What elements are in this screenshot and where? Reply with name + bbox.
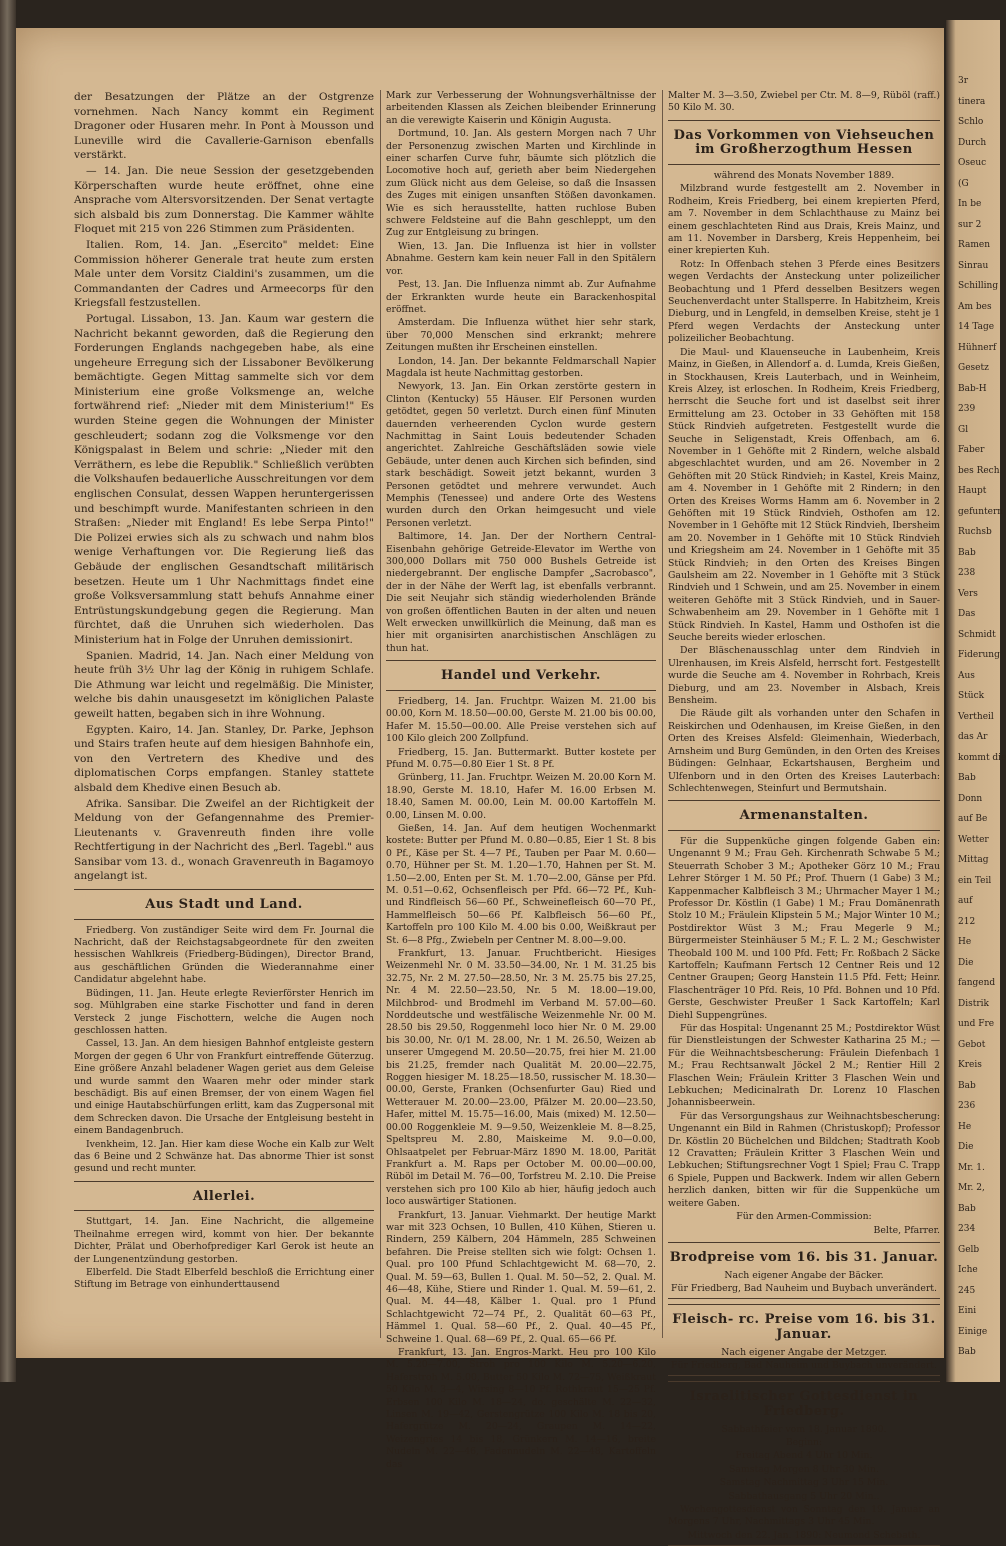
column-rule	[380, 90, 381, 1338]
news-item: London, 14. Jan. Der bekannte Feldmarschall Napier Magdala ist heute Nachmittag gestorben.	[386, 355, 656, 379]
adjacent-page-fragment: Am bes	[958, 301, 992, 312]
adjacent-page-fragment: Das	[958, 609, 976, 619]
market-report: Frankfurt, 13. Januar. Fruchtbericht. Hiesiges Weizenmehl Nr. 0 M. 33.50—34.00, Nr. 1 M. 31.25 bis 32.75, Nr. 2 M. 27.50—28.50, Nr. 3 M. 25.75 bis 27.25, Nr. 4 M. 22.50—23.50, Nr. 5 M. 18.00—19.00, Milchbrod- und Brodmehl im Verband M. 57.00—60. Norddeutsche und westfälische Weizenmehle Nr. 00 M. 28.50 bis 29.50, Roggenmehl loco hier Nr. 0 M. 29.00 bis 30.00, Nr. 0/1 M. 28.00, Nr. 1 M. 26.50, Weizen ab unserer Umgegend M. 20.50—20.75, frei hier M. 21.00 bis 21.25, fremder nach Qualität M. 20.00—22.75, Roggen hiesiger M. 18.25—18.50, russischer M. 18.30—00.00, Gerste, Franken (Ochsenfurter Gau) Ried und Wetterauer M. 20.00—23.00, Pfälzer M. 20.00—23.50, Hafer, mittel M. 15.75—16.00, Mais (mixed) M. 12.50—00.00 Roggenkleie M. 9—9.50, Weizenkleie M. 8—8.25, Speltspreu M. 2.80, Maiskeime M. 9.0—0.00, Ohlsaatpelet per Februar-März 1890 M. 18.00, Parität Frankfurt a. M. Raps per October M. 00.00—00.00, Rüböl im Detail M. 76—00, Torfstreu M. 2.10. Die Preise verstehen sich pro 100 Kilo ab hier, häufig jedoch auch loco auswärtiger Stationen.	[386, 948, 656, 1208]
adjacent-page-fragment: Durch	[958, 137, 987, 148]
section-divider	[386, 660, 656, 691]
column-1	[74, 90, 374, 1358]
adjacent-page-fragment: Mittag	[958, 855, 989, 865]
market-report: Friedberg, 14. Jan. Fruchtpr. Waizen M. 21.00 bis 00.00, Korn M. 18.50—00.00, Gerste M. 21.00 bis 00.00, Hafer M. 15.50—00.00. Alle Preise verstehen sich auf 100 Kilo gleich 200 Zollpfund.	[386, 695, 656, 745]
adjacent-page-fragment: Schmidt	[958, 629, 996, 640]
notice-line: Wochengottesdienst von Sonntag den 19. Januar an Morgens 7 Uhr, Nachmittags 3 Uhr 45 Min.	[668, 1503, 940, 1528]
column-3	[668, 90, 940, 1541]
news-item: Für das Hospital: Ungenannt 25 M.; Postdirektor Wüst für Dienstleistungen der Schwester Katharina 25 M.; — Für die Weihnachtsbescherung: Fräulein Diefenbach 1 M.; Frau Rechtsanwalt Jöckel 2 M.; Rentier Hill 2 Flaschen Wein; Fräulein Kritter 3 Flaschen Wein und Lebkuchen; Medicinalrath Dr. Lorenz 10 Flaschen Johannisbeerwein.	[668, 1023, 940, 1109]
section-heading: Allerlei.	[192, 1188, 256, 1204]
adjacent-page-fragment: 3r	[958, 76, 969, 86]
adjacent-page-fragment: Gesetz	[958, 363, 989, 373]
section-divider	[668, 1304, 940, 1376]
section-heading: Handel und Verkehr.	[441, 668, 601, 684]
adjacent-page-fragment: Bab	[958, 547, 976, 558]
market-report: Frankfurt, 13. Januar. Viehmarkt. Der heutige Markt war mit 323 Ochsen, 10 Bullen, 410 Kühen, Stieren u. Rindern, 259 Kälbern, 204 Hämmeln, 285 Schweinen befahren. Die Preise stellten sich wie folgt: Ochsen 1. Qual. pro 100 Pfund Schlachtgewicht M. 68—70, 2. Qual. M. 59—63, Bullen 1. Qual. M. 50—52, 2. Qual. M. 46—48, Kühe, Stiere und Rinder 1. Qual. M. 59—61, 2. Qual. M. 44—48, Kälber 1. Qual. pro 1 Pfund Schlachtgewicht 72—74 Pf., 2. Qualität 60—63 Pf., Hämmel 1. Qual. 58—60 Pf., 2. Qual. 40—45 Pf., Schweine 1. Qual. 68—69 Pf., 2. Qual. 65—66 Pf.	[386, 1209, 656, 1345]
adjacent-page-fragment: tinera	[958, 96, 986, 107]
adjacent-page-fragment: Bab	[958, 1347, 976, 1357]
adjacent-page-fragment: He	[958, 1121, 972, 1132]
section-divider	[668, 1242, 940, 1299]
adjacent-page-fragment: 236	[958, 1101, 976, 1111]
section-divider	[668, 120, 940, 165]
adjacent-page-fragment: Die	[958, 957, 974, 968]
adjacent-page-fragment: Vers	[958, 588, 978, 599]
adjacent-page-fragment: kommt die	[958, 752, 1006, 763]
section-subheading: während des Monats November 1889.	[713, 170, 895, 181]
signature-name: Belte, Pfarrer.	[873, 1224, 940, 1236]
adjacent-page-fragment: 245	[958, 1285, 976, 1296]
news-item: Friedberg. Von zuständiger Seite wird dem Fr. Journal die Nachricht, daß der Reichstagsabgeordnete für den zweiten hessischen Wahlkreis (Friedberg-Büdingen), Director Brand, aus geschäftlichen Gründen die Wiederannahme einer Candidatur abgelehnt habe.	[74, 924, 374, 986]
section-divider	[74, 889, 374, 920]
adjacent-page-fragment: Ramen	[958, 240, 991, 250]
adjacent-page-fragment: Schilling	[958, 281, 999, 291]
column-rule	[662, 90, 663, 1338]
adjacent-page-fragment: Eini	[958, 1306, 977, 1316]
news-item: Die Maul- und Klauenseuche in Laubenheim, Kreis Mainz, in Gießen, in Allendorf a. d. Lumda, Kreis Gießen, in Stockhausen, Kreis Lauterbach, und in Weinheim, Kreis Alzey, ist erloschen. In Rodheim, Kreis Friedberg, herrscht die Seuche fort und ist daselbst seit ihrer Ermittelung am 23. October in 33 Gehöften mit 158 Stück Rindvieh aufgetreten. Festgestellt wurde die Seuche in Seligenstadt, Kreis Offenbach, am 6. November in 1 Gehöfte mit 2 Rindern, welche alsbald abgeschlachtet wurden, und am 26. November in 2 Gehöften mit 20 Stück Rindvieh; in Kastel, Kreis Mainz, am 4. November in 1 Gehöfte mit 2 Rindern; in den Orten des Kreises Worms Hamm am 6. November in 2 Gehöften mit 19 Stück Rindvieh, Osthofen am 12. November in 1 Gehöfte mit 12 Stück Rindvieh, Ibersheim am 20. November in 1 Gehöfte mit 10 Stück Rindvieh und Kriegsheim am 24. November in 1 Gehöfte mit 35 Stück Rindvieh; in den Orten des Kreises Bingen Gaulsheim am 22. November in 1 Gehöfte mit 3 Stück Rindvieh und 1 Schwein, und am 25. November in einem weiteren Gehöfte mit 3 Stück Rindvieh, und in Sauer-Schwabenheim am 29. November in 1 Gehöfte mit 1 Stück Rindvieh. In Kastel, Hamm und Osthofen ist die Seuche bereits wieder erloschen.	[668, 346, 940, 644]
adjacent-page-fragment: bes Rech	[958, 465, 1000, 476]
adjacent-page-fragment: Bab	[958, 773, 976, 783]
news-item: Dortmund, 10. Jan. Als gestern Morgen nach 7 Uhr der Personenzug zwischen Marten und Kirchlinde in einer scharfen Curve fuhr, bäumte sich plötzlich die Locomotive hoch auf, gerieth aber beim Niedergehen zum Glück nicht aus dem Geleise, so daß die Insassen des Zuges mit einigen unsanften Stößen davonkamen. Wie es sich herausstellte, hatten ruchlose Buben schwere Feldsteine auf die Bahn geschleppt, um den Zug zur Entgleisung zu bringen.	[386, 128, 656, 239]
adjacent-page-fragment: 239	[958, 404, 976, 414]
news-item: Elberfeld. Die Stadt Elberfeld beschloß die Errichtung einer Stiftung im Betrage von einhunderttausend	[74, 1267, 374, 1291]
adjacent-page-fragment: Aus	[958, 670, 975, 681]
column-2	[386, 90, 656, 1470]
adjacent-page-fragment: Einige	[958, 1326, 988, 1337]
adjacent-page-fragment: Bab	[958, 1080, 976, 1091]
adjacent-page-fragment: Sinrau	[958, 260, 989, 271]
adjacent-page-fragment: auf	[958, 896, 973, 906]
market-report: Gießen, 14. Jan. Auf dem heutigen Wochenmarkt kostete: Butter per Pfund M. 0.80—0.85, Eier 1 St. 8 bis 0 Pf., Käse per St. 4—7 Pf., Tauben per Paar M. 0.60—0.70, Hühner per St. M. 1.20—1.70, Hahnen per St. M. 1.50—2.00, Enten per St. M. 1.70—2.00, Gänse per Pfd. M. 0.51—0.62, Ochsenfleisch per Pfd. 66—72 Pf., Kuh- und Rindfleisch 56—60 Pf., Schweinefleisch 60—70 Pf., Hammelfleisch 50—66 Pf. Kalbfleisch 56—60 Pf., Kartoffeln pro 100 Kilo M. 4.00 bis 0.00, Weißkraut per St. 6—8 Pfg., Zwiebeln per Centner M. 8.00—9.00.	[386, 822, 656, 946]
article-text: Egypten. Kairo, 14. Jan. Stanley, Dr. Parke, Jephson und Stairs trafen heute auf dem hiesigen Bahnhofe ein, von den Vertretern des Khedive und des diplomatischen Corps empfangen. Stanley stattete alsbald dem Khedive einen Besuch ab.	[74, 723, 374, 794]
adjacent-page-fragment: Gebot	[958, 1039, 986, 1050]
notice-line: Samstag Morgen 8 Uhr 30 Min.	[729, 1463, 879, 1475]
notice-line: Für Friedberg, Bad Nauheim und Buybach unverändert.	[671, 1282, 937, 1294]
news-item: Rotz: In Offenbach stehen 3 Pferde eines Besitzers wegen Verdachts der Ansteckung unter polizeilicher Beobachtung und 1 Pferd desselben Besitzers wegen Seuchenverdacht unter Stallsperre. In Habitzheim, Kreis Dieburg, und in Lengfeld, in demselben Kreise, steht je 1 Pferd wegen Verdachts der Ansteckung unter polizeilicher Beobachtung.	[668, 258, 940, 345]
newspaper-page	[16, 28, 944, 1541]
news-item: Pest, 13. Jan. Die Influenza nimmt ab. Zur Aufnahme der Erkrankten wurde heute ein Barackenhospital eröffnet.	[386, 279, 656, 315]
news-item: Milzbrand wurde festgestellt am 2. November in Rodheim, Kreis Friedberg, bei einem krepierten Pferd, am 7. November in dem Schlachthause zu Mainz bei einem geschlachteten Rind aus Drais, Kreis Mainz, und am 11. November in Darsberg, Kreis Heppenheim, bei einer krepierten Kuh.	[668, 183, 940, 257]
adjacent-page-fragment: (G	[958, 178, 969, 189]
notice-line: Samstag Nachmittag 3 Uhr 15 Min.	[719, 1477, 889, 1489]
adjacent-page-fragment: Faber	[958, 445, 985, 455]
notice-line: Sabbathausgang 5 Uhr 20 Min..	[728, 1490, 880, 1502]
article-text: Italien. Rom, 14. Jan. „Esercito" meldet: Eine Commission höherer Generale trat heute zum ersten Male unter dem Vorsitz Cialdini's zusammen, um die Commandanten der Cadres und Armeecorps für den Kriegsfall festzustellen.	[74, 238, 374, 310]
notice-line: Beginn:	[785, 1436, 823, 1448]
news-item: Amsterdam. Die Influenza wüthet hier sehr stark, über 70,000 Menschen sind erkrankt; mehrere Zeitungen mußten ihr Erscheinen einstellen.	[386, 317, 656, 354]
news-item: Für das Versorgungshaus zur Weihnachtsbescherung: Ungenannt ein Bild in Rahmen (Christuskopf); Professor Dr. Köstlin 20 Büchelchen und Bildchen; Stadtrath Koob 12 Cravatten; Fräulein Kritter 3 Flaschen Wein und Lebkuchen; Stiftungsrechner Vogt 1 Spiel; Frau C. Trapp 6 Spiele, Puppen und Backwerk. Indem wir allen Gebern herzlich danken, bitten wir für die Suppenküche um weitere Gaben.	[668, 1110, 940, 1209]
section-divider	[74, 1181, 374, 1212]
notice-line: Nach eigener Angabe der Bäcker.	[724, 1269, 884, 1281]
section-heading: Das Vorkommen von Viehseuchen im Großherzogthum Hessen	[673, 127, 935, 158]
adjacent-page-edge	[946, 20, 1006, 1382]
section-heading: Armenanstalten.	[739, 808, 869, 824]
news-item: Stuttgart, 14. Jan. Eine Nachricht, die allgemeine Theilnahme erregen wird, kommt von hier. Der bekannte Dichter, Prälat und Oberhofprediger Karl Gerok ist heute an der Lungenentzündung gestorben.	[74, 1216, 374, 1265]
article-text: — 14. Jan. Die neue Session der gesetzgebenden Körperschaften wurde heute eröffnet, ohne eine Ansprache vom Altersvorsitzenden. Der Senat vertagte sich alsbald bis zum Donnerstag. Die Kammer wählte Floquet mit 215 von 226 Stimmen zum Präsidenten.	[74, 164, 374, 236]
news-item: Die Räude gilt als vorhanden unter den Schafen in Reiskirchen und Odenhausen, im Kreise Gießen, in den Orten des Kreises Alsfeld: Gleimenhain, Wiederbach, Arnsheim und Burg Gemünden, in den Orten des Kreises Büdingen: Gelnhaar, Eckartshausen, Bergheim und Ulfenborn und in den Orten des Kreises Lauterbach: Schlechtenwegen, Steinfurt und Bermutshain.	[668, 708, 940, 794]
news-item: Ivenkheim, 12. Jan. Hier kam diese Woche ein Kalb zur Welt das 6 Beine und 2 Schwänze hat. Das abnorme Thier ist sonst gesund und recht munter.	[74, 1138, 374, 1175]
notice-line: Sabbathfeier vom 18. Januar 1890.	[721, 1423, 887, 1435]
adjacent-page-fragment: auf Be	[958, 814, 988, 824]
adjacent-page-fragment: Mr. 2,	[958, 1183, 985, 1193]
adjacent-page-fragment: Schlo	[958, 117, 984, 127]
news-item: Newyork, 13. Jan. Ein Orkan zerstörte gestern in Clinton (Kentucky) 55 Häuser. Elf Personen wurden getödtet, gegen 50 verletzt. Durch einen fünf Minuten dauernden verheerenden Cyclon wurde gestern Nachmittag in Saint Louis bedeutender Schaden angerichtet. Zahlreiche Geschäftsläden sowie viele Gebäude, unter denen auch Kirchen sich befinden, sind stark beschädigt. Soweit jetzt bekannt, wurden 3 Personen getödtet und mehrere verwundet. Auch Memphis (Tenessee) und andere Orte des Westens wurden durch den Orkan heimgesucht und viele Personen verletzt.	[386, 381, 656, 529]
adjacent-page-fragment: Mr. 1.	[958, 1162, 985, 1173]
adjacent-page-fragment: In be	[958, 199, 982, 209]
adjacent-page-fragment: gefuntern	[958, 506, 1004, 517]
adjacent-page-fragment: Oseuc	[958, 158, 987, 168]
news-item: Für die Suppenküche gingen folgende Gaben ein: Ungenannt 9 M.; Frau Geh. Kirchenrath Schwabe 5 M.; Steuerrath Schober 3 M.; Apotheker Görz 10 M.; Frau Lehrer Störger 1 M. 50 Pf.; Prof. Thuern (1 Gabe) 3 M.; Kappenmacher Kalbfleisch 3 M.; Uhrmacher Mayer 1 M.; Professor Dr. Köstlin (1 Gabe) 1 M.; Frau Domänenrath Stolz 10 M.; Fräulein Klipstein 5 M.; Major Winter 10 M.; Postdirektor Wüst 3 M.; Frau Megerle 9 M.; Bürgermeister Steinhäuser 5 M.; F. L. 2 M.; Geschwister Theobald 100 M. und 100 Pfd. Fett; Fr. Roßbach 2 Säcke Kartoffeln; Kaufmann Fertsch 12 Centner Reis und 12 Centner Graupen; Georg Hanstein 11.5 Pfd. Fett; Heinr. Flaschenträger 10 Pfd. Reis, 10 Pfd. Bohnen und 10 Pfd. Gerste, Geschwister Preußer 1 Sack Kartoffeln; Karl Diehl Suppengrünes.	[668, 835, 940, 1021]
market-report: Grünberg, 11. Jan. Fruchtpr. Weizen M. 20.00 Korn M. 18.90, Gerste M. 18.10, Hafer M. 16.00 Erbsen M. 18.40, Samen M. 00.00, Lein M. 00.00 Kartoffeln M. 0.00, Linsen M. 0.00.	[386, 772, 656, 821]
adjacent-page-fragment: Iche	[958, 1265, 978, 1275]
notice-line: Nach eigener Angabe der Metzger.	[721, 1346, 887, 1358]
adjacent-page-fragment: Distrik	[958, 998, 989, 1009]
section-heading: Aus Stadt und Land.	[145, 897, 303, 913]
adjacent-page-fragment: Ruchsb	[958, 527, 992, 537]
adjacent-page-fragment: 238	[958, 568, 976, 578]
news-item: Cassel, 13. Jan. An dem hiesigen Bahnhof entgleiste gestern Morgen der gegen 6 Uhr von Frankfurt eintreffende Güterzug. Eine größere Anzahl beladener Wagen geriet aus dem Geleise und wurde sammt den Waaren mehr oder minder stark beschädigt. Bis auf einen Bremser, der von einem Wagen fiel und einige Hautabschürfungen erlitt, kam das Zugpersonal mit dem Schrecken davon. Die Ursache der Entgleisung besteht in einem Bandagenbruch.	[74, 1038, 374, 1137]
adjacent-page-fragment: He	[958, 937, 972, 947]
adjacent-page-fragment: Kreis	[958, 1060, 982, 1070]
news-item: Wien, 13. Jan. Die Influenza ist hier in vollster Abnahme. Gestern kam kein neuer Fall in den Spitälern vor.	[386, 240, 656, 277]
adjacent-page-fragment: Gelb	[958, 1244, 980, 1255]
adjacent-page-fragment: Fiderung	[958, 650, 1000, 660]
section-divider	[668, 1381, 940, 1546]
market-report: Friedberg, 15. Jan. Buttermarkt. Butter kostete per Pfund M. 0.75—0.80 Eier 1 St. 8 Pf.	[386, 746, 656, 770]
adjacent-page-fragment: sur 2	[958, 219, 982, 230]
adjacent-page-fragment: fangend	[958, 978, 996, 988]
adjacent-page-fragment: Bab-H	[958, 383, 987, 394]
adjacent-page-fragment: Wetter	[958, 834, 989, 845]
article-text: der Besatzungen der Plätze an der Ostgrenze vornehmen. Nach Nancy kommt ein Regiment Dragoner oder Husaren mehr. In Pont à Mousson und Luneville wird die Cavallerie-Garnison ebenfalls verstärkt.	[74, 91, 374, 162]
notice-line: Mittwoch den 22. Jan. 1890: Neumond Schebath.	[687, 1529, 921, 1541]
adjacent-page-fragment: Donn	[958, 793, 983, 804]
book-binding	[0, 0, 16, 1382]
adjacent-page-fragment: das Ar	[958, 732, 988, 742]
section-heading: Brodpreise vom 16. bis 31. Januar.	[669, 1249, 939, 1265]
article-text: Portugal. Lissabon, 13. Jan. Kaum war gestern die Nachricht bekannt geworden, daß die Regierung den Forderungen Englands nachgegeben habe, als eine ungeheure Erregung sich der Lissaboner Bevölkerung bemächtigte. Gegen Mittag sammelte sich vor dem Ministerium eine große Volksmenge an, welche fortwährend rief: „Nieder mit dem Ministerium!" Es wurden Steine gegen die Wohnungen der Minister geschleudert; sodann zog die Volksmenge vor den Königspalast in Belem und schrie: „Nieder mit den Verräthern, es lebe die Republik." Schließlich verübten die Volkshaufen bedauerliche Ausschreitungen vor dem englischen Consulat, dessen Wappen heruntergerissen und beschimpft wurde. Manifestanten schrieen in den Straßen: „Nieder mit England! Es lebe Serpa Pinto!" Die Polizei erwies sich als zu schwach und nahm blos wenige Verhaftungen vor. Die Regierung ließ das Gebäude der englischen Gesandtschaft militärisch besetzen. Heute um 1 Uhr Nachmittags findet eine große Volksversammlung statt behufs Annahme einer Entrüstungskundgebung gegen die Regierung. Man fürchtet, daß die Unruhen sich wiederholen. Das Ministerium hat in Folge der Unruhen demissionirt.	[74, 312, 374, 646]
adjacent-page-fragment: Stück	[958, 691, 985, 701]
section-heading: Israelitischer Gottesdienst in Friedberg.	[689, 1389, 919, 1419]
news-item: Büdingen, 11. Jan. Heute erlegte Revierförster Henrich im sog. Mühlgraben eine starke Fischotter und fand in deren Versteck 2 junge Fischottern, welche die Augen noch geschlossen hatten.	[74, 987, 374, 1036]
adjacent-page-fragment: Vertheil	[958, 711, 994, 722]
adjacent-page-fragment: Hühnerf	[958, 342, 997, 353]
news-item: Mark zur Verbesserung der Wohnungsverhältnisse der arbeitenden Klassen als Zeichen bleibender Erinnerung an die verewigte Kaiserin und Königin Augusta.	[386, 90, 656, 126]
market-report: Malter M. 3—3.50, Zwiebel per Ctr. M. 8—9, Rüböl (raff.) 50 Kilo M. 30.	[668, 90, 940, 114]
section-divider	[668, 800, 940, 831]
adjacent-page-fragment: Haupt	[958, 486, 987, 496]
adjacent-page-fragment: Die	[958, 1142, 974, 1152]
adjacent-page-fragment: Bab	[958, 1203, 976, 1214]
adjacent-page-fragment: 234	[958, 1224, 976, 1234]
notice-line: Freitag Abend 4 Uhr 10 Min.	[735, 1450, 873, 1462]
article-text: Spanien. Madrid, 14. Jan. Nach einer Meldung von heute früh 3½ Uhr lag der König in ruhigem Schlafe. Die Athmung war leicht und regelmäßig. Die Minister, welche bis dahin unausgesetzt im königlichen Palaste geweilt hatten, begaben sich in ihre Wohnung.	[74, 649, 374, 720]
article-text: Afrika. Sansibar. Die Zweifel an der Richtigkeit der Meldung von der Gefangennahme des Premier-Lieutenants v. Gravenreuth finden ihre volle Rechtfertigung in der Nachricht des „Berl. Tagebl." aus Sansibar vom 13. d., wonach Gravenreuth in Bagamoyo angelangt ist.	[74, 797, 374, 883]
adjacent-page-fragment: ein Teil	[958, 875, 992, 886]
adjacent-page-fragment: 14 Tage	[958, 322, 995, 332]
adjacent-page-fragment: und Fre	[958, 1019, 995, 1029]
adjacent-page-fragment: 212	[958, 916, 976, 927]
signature-line: Für den Armen-Commission:	[736, 1211, 872, 1223]
section-heading: Fleisch- rc. Preise vom 16. bis 31. Januar.	[672, 1312, 936, 1342]
adjacent-page-fragment: Gl	[958, 424, 969, 435]
news-item: Der Bläschenausschlag unter dem Rindvieh in Ulrenhausen, im Kreis Alsfeld, herrscht fort. Festgestellt wurde die Seuche am 4. November in Rohrbach, Kreis Dieburg, und am 23. November in Alsbach, Kreis Bensheim.	[668, 645, 940, 707]
notice-line: Für Friedberg, Bad Nauheim und Buybach unverändert.	[671, 1359, 937, 1371]
market-report: Frankfurt, 13. Jan. Engros-Markt. Heu pro 100 Kilo M. 5.20—7.00, Stroh pro 100 Kilo M. 5.20—6.20, Haferstroh M. 5.00, Butter 50 Kilo M. 72—75, Weißkraut 50 Kilo M. 3—4, Wirsing 8—10 Pf. Rothkraut 15—25 Pf. Erbsen 100 Kilo M. 18—24, do. geschälte M. 22—32, Linsen M. 19—42, Gerstengrütze 100 Kilo M. 18 bis 20, Hafergrütze M. 20—24, Graupen M. 14—22, Weizengries 14 bis 18, Grünkern M. 14—16, breite Nudeln M. 22—46, Fadennudeln M. 22—48, Kartoffeln das	[386, 1347, 656, 1470]
news-item: Baltimore, 14. Jan. Der der Northern Central-Eisenbahn gehörige Getreide-Elevator im Werthe von 300,000 Dollars mit 750 000 Bushels Getreide ist niedergebrannt. Der englische Dampfer „Sacrobasco", der in der Nähe der Werft lag, ist ebenfalls verbrannt. Die seit Neujahr sich ständig wiederholenden Brände von großen öffentlichen Bauten in der alten und neuen Welt erwecken unwillkürlich die Meinung, daß man es hier mit organisirten anarchistischen Anschlägen zu thun hat.	[386, 531, 656, 654]
